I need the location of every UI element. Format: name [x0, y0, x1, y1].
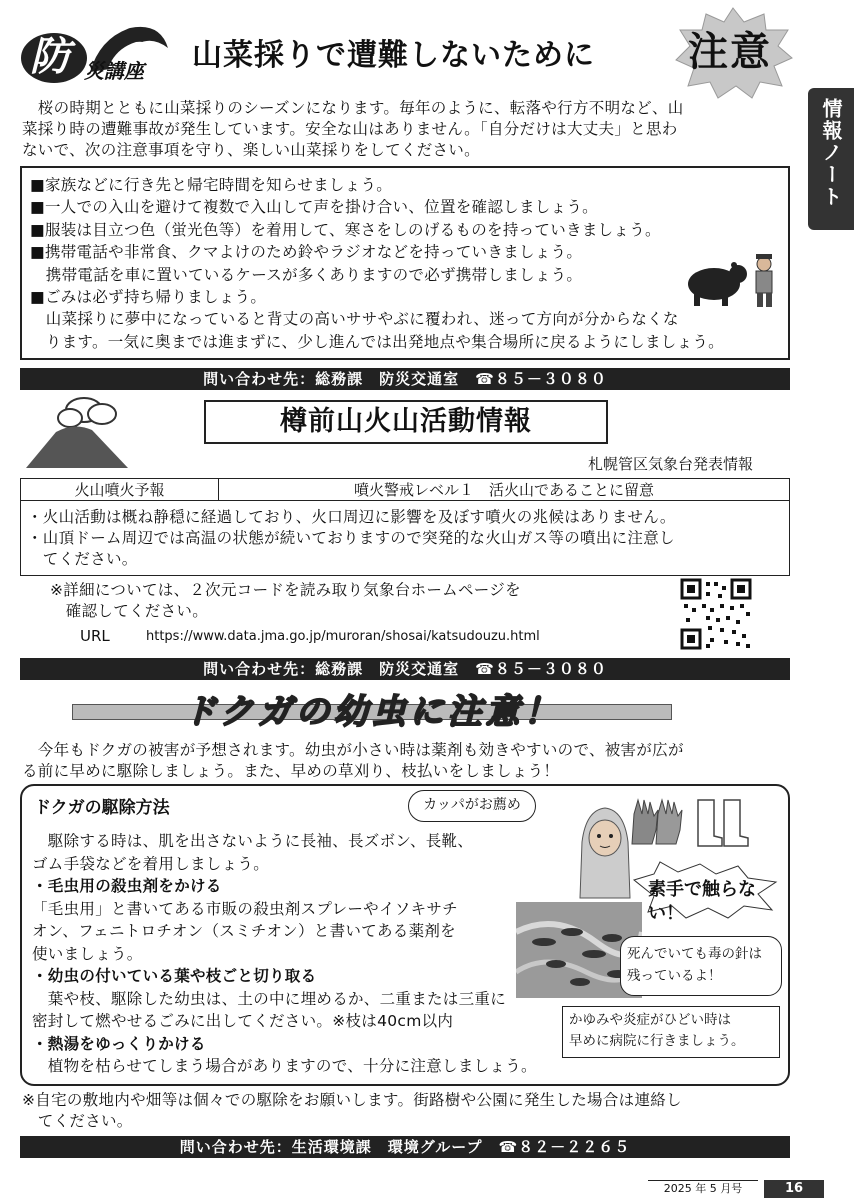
itch-note-box: [562, 1006, 780, 1058]
volcano-source: 札幌管区気象台発表情報: [588, 455, 754, 473]
sansai-intro-line: 桜の時期とともに山菜採りのシーズンになります。毎年のように、転落や行方不明など、山: [22, 99, 684, 117]
volcano-table: [20, 478, 790, 576]
rule-item: ります。一気に奥までは進まずに、少し進んでは出発地点や集合場所に戻るようにしましょう。: [30, 332, 724, 351]
badge-small-text: 災講座: [84, 59, 144, 83]
volcano-bullet: ・山頂ドーム周辺では高温の状態が続いておりますので突発的な火山ガス等の噴出に注意し: [27, 529, 675, 547]
contact-bar-dokuga: 問い合わせ先：生活環境課 環境グループ ☎８２－２２６５: [20, 1136, 790, 1158]
volcano-note-line: ※詳細については、２次元コードを読み取り気象台ホームページを: [50, 581, 521, 599]
volcano-title-box: [204, 400, 608, 444]
method1-line: 「毛虫用」と書いてある市販の殺虫剤スプレーやイソキサチ: [32, 899, 458, 918]
issue-label: 2025 年 5 月号: [648, 1180, 758, 1197]
rule-item: 山菜採りに夢中になっていると背丈の高いササやぶに覆われ、迷って方向が分からなくな: [30, 310, 679, 329]
disaster-lecture-badge: [20, 18, 170, 84]
volcano-title: 樽前山火山活動情報: [280, 406, 532, 437]
table-header-value: 噴火警戒レベル１ 活火山であることに留意: [219, 479, 789, 501]
badge-big-char: 防: [30, 34, 70, 80]
sansai-intro-line: ないで、次の注意事項を守り、楽しい山菜採りをしてください。: [22, 141, 480, 159]
gloves-icon: [628, 796, 684, 846]
sansai-intro-line: 菜採り時の遭難事故が発生しています。安全な山はありません。「自分だけは大丈夫」と思わ: [22, 120, 678, 138]
method2-line: 密封して燃やせるごみに出してください。※枝は40cm以内: [32, 1012, 454, 1030]
caution-stamp: [672, 6, 794, 100]
contact-bar-sansai: 問い合わせ先：総務課 防災交通室 ☎８５－３０８０: [20, 368, 790, 390]
dokuga-banner: [72, 690, 672, 734]
page-number: 16: [764, 1180, 824, 1198]
dead-bubble-line: 死んでいても毒の針は: [627, 946, 762, 962]
dokuga-banner-text: ドクガの幼虫に注意！: [182, 692, 562, 732]
side-tab-label: 情報ノート: [819, 98, 843, 208]
method3-title: ・熱湯をゆっくりかける: [32, 1034, 206, 1053]
volcano-note: [50, 580, 521, 622]
rubber-boots-icon: [694, 798, 752, 848]
dokuga-footnote: [22, 1090, 802, 1132]
sansai-intro: [22, 98, 802, 161]
kappa-speech-bubble: カッパがお薦め: [408, 790, 536, 822]
volcano-icon: [22, 392, 132, 474]
dead-bubble-line: 残っているよ！: [627, 968, 722, 984]
rule-item: ■一人での入山を避けて複数で入山して声を掛け合い、位置を確認しましょう。: [30, 198, 598, 217]
method1-line: オン、フェニトロチオン（スミチオン）と書いてある薬剤を: [32, 922, 456, 940]
itch-note-line: 早めに病院に行きましょう。: [569, 1033, 745, 1049]
dokuga-footnote-line: てください。: [22, 1112, 133, 1130]
method3-line: 植物を枯らせてしまう場合がありますので、十分に注意しましょう。: [32, 1057, 537, 1075]
dokuga-footnote-line: ※自宅の敷地内や畑等は個々での駆除をお願いします。街路樹や公園に発生した場合は連絡し: [22, 1091, 682, 1109]
volcano-note-line: 確認してください。: [50, 602, 209, 620]
rule-item: 携帯電話を車に置いているケースが多くありますので必ず携帯しましょう。: [30, 265, 583, 284]
dokuga-intro-line: 今年もドクガの被害が予想されます。幼虫が小さい時は薬剤も効きやすいので、被害が広が: [22, 741, 684, 759]
volcano-bullet: てください。: [27, 550, 138, 568]
rule-item: ■家族などに行き先と帰宅時間を知らせましょう。: [30, 176, 393, 194]
qr-code-icon[interactable]: [680, 578, 752, 650]
rule-item: ■服装は目立つ色（蛍光色等）を着用して、寒さをしのげるものを持っていきましょう。: [30, 220, 661, 239]
method2-line: 葉や枝、駆除した幼虫は、土の中に埋めるか、二重または三重に: [32, 989, 507, 1008]
dead-needle-bubble: [620, 936, 782, 996]
dokuga-intro: [22, 740, 802, 782]
method1-title: ・毛虫用の殺虫剤をかける: [32, 877, 222, 895]
dokuga-box-title: ドクガの駆除方法: [34, 798, 170, 818]
volcano-bullet: ・火山活動は概ね静穏に経過しており、火口周辺に影響を及ぼす噴火の兆候はありません。: [27, 508, 676, 526]
rule-item: ■携帯電話や非常食、クマよけのため鈴やラジオなどを持っていきましょう。: [30, 243, 583, 262]
table-header-label: 火山噴火予報: [21, 479, 219, 501]
method1-line: 使いましょう。: [32, 944, 143, 963]
rule-item: ■ごみは必ず持ち帰りましょう。: [30, 288, 267, 307]
dokuga-body-line: 駆除する時は、肌を出さないように長袖、長ズボン、長靴、: [32, 832, 474, 850]
dokuga-method-box: [20, 784, 790, 1086]
bear-and-hiker-illustration: [686, 248, 782, 310]
side-tab-info-note: [808, 88, 854, 230]
contact-bar-volcano: 問い合わせ先：総務課 防災交通室 ☎８５－３０８０: [20, 658, 790, 680]
jma-url-link[interactable]: https://www.data.jma.go.jp/muroran/shosai/katsudouzu.html: [146, 629, 540, 644]
no-touch-text: 素手で触らない！: [648, 879, 756, 924]
page-title: 山菜採りで遭難しないために: [192, 38, 595, 73]
method2-title: ・幼虫の付いている葉や枝ごと切り取る: [32, 967, 317, 985]
url-label: URL: [80, 627, 110, 645]
sansai-rules-box: [20, 166, 790, 360]
itch-note-line: かゆみや炎症がひどい時は: [569, 1012, 731, 1028]
dokuga-intro-line: る前に早めに駆除しましょう。また、早めの草刈り、枝払いをしましょう！: [22, 762, 560, 780]
caution-stamp-text: 注意: [688, 29, 772, 75]
dokuga-body-line: ゴム手袋などを着用しましょう。: [32, 854, 270, 873]
